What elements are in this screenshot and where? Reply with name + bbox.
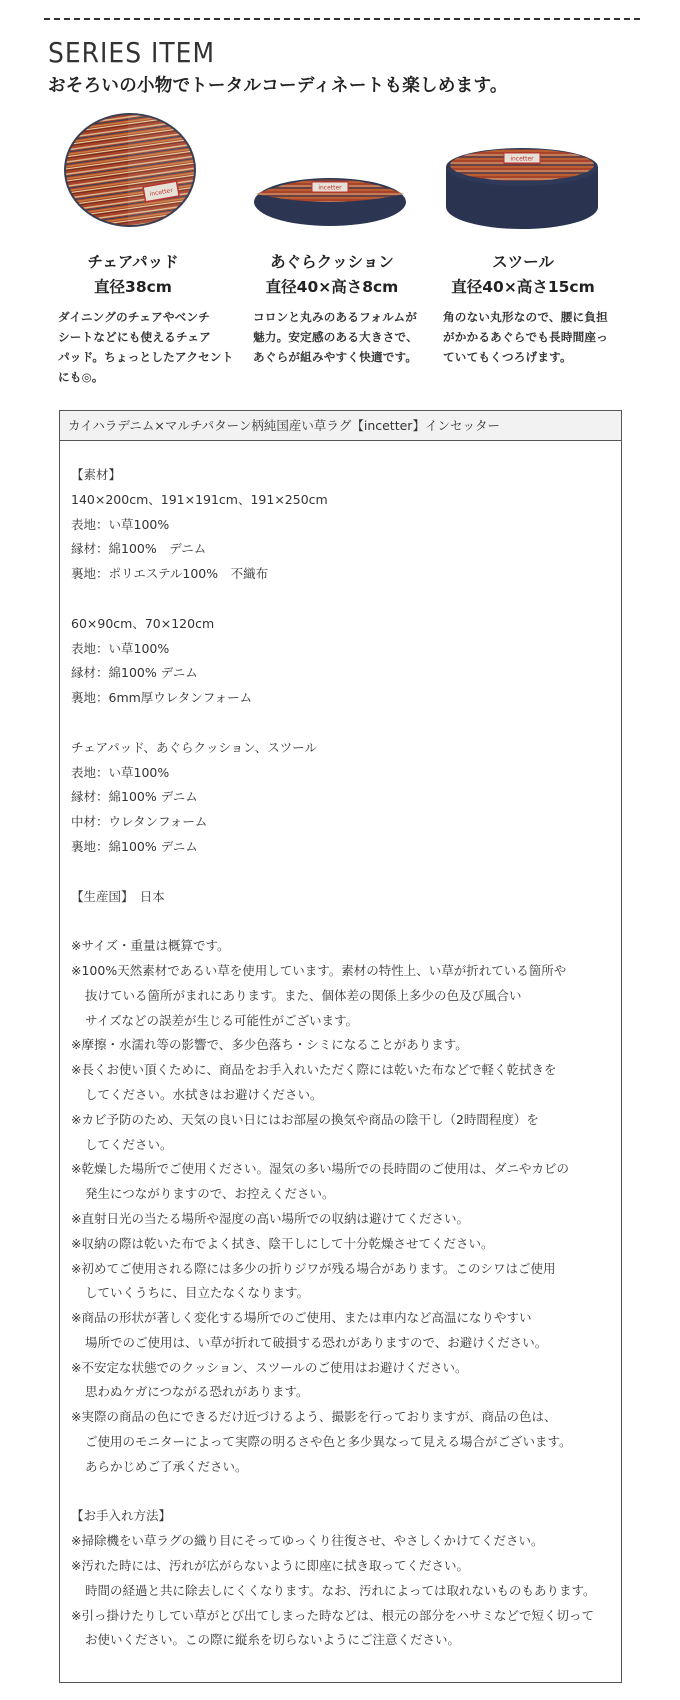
spec-line: あらかじめご了承ください。 [85,1458,248,1474]
agura-cushion-name [237,250,427,300]
spec-line: 場所でのご使用は、い草が折れて破損する恐れがありますので、お避けください。 [85,1334,548,1350]
spec-line: チェアパッド、あぐらクッション、スツール [71,739,318,755]
spec-line: 表地：い草100% [71,764,170,780]
spec-line: していくうちに、目立たなくなります。 [85,1285,310,1301]
spec-line: 表地：い草100% [71,516,170,532]
spec-line: 縁材：綿100% デニム [71,789,198,805]
spec-line: ※摩擦・水濡れ等の影響で、多少色落ち・シミになることがあります。 [71,1037,468,1053]
spec-line: ※カビ予防のため、天気の良い日にはお部屋の換気や商品の陰干し（2時間程度）を [71,1111,539,1127]
agura-cushion-title: あぐらクッション [270,253,394,271]
agura-cushion-image [250,160,410,230]
desc-line: 魅力。安定感のある大きさで、 [253,330,418,344]
spec-line [71,860,621,885]
chair-pad-name [38,250,228,300]
spec-line: ※直射日光の当たる場所や湿度の高い場所での収納は避けてください。 [71,1210,469,1226]
spec-line: ※100%天然素材であるい草を使用しています。素材の特性上、い草が折れている箇所や [71,962,567,978]
desc-line: 角のない丸形なので、腰に負担 [443,310,608,324]
spec-line [71,587,621,612]
stool-name [428,250,618,300]
chair-pad-description [58,307,243,387]
spec-line: 【素材】 [71,467,122,482]
desc-line: ダイニングのチェアやベンチ [58,310,211,324]
spec-line: ※引っ掛けたりしてい草がとび出てしまった時などは、根元の部分をハサミなどで短く切って [71,1607,594,1623]
spec-line: ご使用のモニターによって実際の明るさや色と多少異なって見える場合がございます。 [85,1434,572,1450]
spec-line: 縁材：綿100% デニム [71,541,207,557]
chair-pad-image [58,112,208,227]
spec-line: ※汚れた時には、汚れが広がらないように即座に拭き取ってください。 [71,1558,469,1574]
spec-line: 60×90cm、70×120cm [71,615,215,631]
chair-pad-title: チェアパッド [87,253,179,271]
desc-line: パッド。ちょっとしたアクセント [58,350,234,364]
stool-image [442,145,602,235]
spec-line: お使いください。この際に縦糸を切らないようにご注意ください。 [85,1632,461,1648]
stool-size: 直径40×高さ15cm [451,278,595,296]
spec-line: ※不安定な状態でのクッション、スツールのご使用はお避けください。 [71,1359,468,1375]
desc-line: コロンと丸みのあるフォルムが [253,310,418,324]
agura-cushion-description [253,307,438,367]
desc-line: あぐらが組みやすく快適です。 [253,350,418,364]
spec-line: ※商品の形状が著しく変化する場所でのご使用、または車内など高温になりやすい [71,1310,532,1326]
dashed-divider [44,18,640,20]
stool-description [443,307,628,367]
chair-pad-tag-label: incetter [149,187,174,198]
series-title: SERIES ITEM [48,36,216,69]
spec-line: 縁材：綿100% デニム [71,665,198,681]
spec-line: ※初めてご使用される際には多少の折りジワが残る場合があります。このシワはご使用 [71,1260,556,1276]
spec-line: 中材：ウレタンフォーム [71,814,208,830]
spec-line: 【生産国】 日本 [71,888,165,904]
desc-line: がかかるあぐらでも長時間座っ [443,330,608,344]
agura-cushion-size: 直径40×高さ8cm [265,278,399,296]
spec-line: ※長くお使い頂くために、商品をお手入れいただく際には乾いた布などで軽く乾拭きを [71,1062,557,1078]
series-subtitle: おそろいの小物でトータルコーディネートも楽しめます。 [48,76,508,96]
spec-line: 【お手入れ方法】 [71,1508,172,1524]
spec-line: 裏地：綿100% デニム [71,838,198,854]
spec-line: 裏地：ポリエステル100% 不織布 [71,566,269,582]
spec-table [59,410,622,1683]
desc-line: ていてもくつろげます。 [443,350,572,364]
spec-body [60,441,621,1653]
spec-header: カイハラデニム×マルチパターン柄純国産い草ラグ【incetter】インセッター [60,411,621,441]
chair-pad-size: 直径38cm [94,278,172,296]
desc-line: シートなどにも使えるチェア [58,330,211,344]
spec-line: 抜けている箇所がまれにあります。また、個体差の関係上多少の色及び風合い [85,987,522,1003]
spec-line: ※収納の際は乾いた布でよく拭き、陰干しにして十分乾燥させてください。 [71,1235,494,1251]
agura-tag-label: incetter [318,184,342,192]
spec-line: ※乾燥した場所でご使用ください。湿気の多い場所での長時間のご使用は、ダニやカビの [71,1161,569,1177]
stool-tag-label: incetter [510,155,534,163]
spec-line: ※掃除機をい草ラグの織り目にそってゆっくり往復させ、やさしくかけてください。 [71,1533,544,1549]
spec-line: 140×200cm、191×191cm、191×250cm [71,491,328,507]
spec-line [71,1480,621,1505]
spec-line: ※実際の商品の色にできるだけ近づけるよう、撮影を行っておりますが、商品の色は、 [71,1409,557,1425]
spec-line [71,909,621,934]
spec-line: サイズなどの誤差が生じる可能性がございます。 [85,1012,359,1028]
spec-line: 発生につながりますので、お控えください。 [85,1186,335,1202]
stool-title: スツール [492,253,554,271]
spec-line: してください。水拭きはお避けください。 [85,1086,323,1102]
spec-line: 思わぬケガにつながる恐れがあります。 [85,1384,309,1400]
desc-line: にも◎。 [58,370,104,384]
spec-line: 表地：い草100% [71,640,170,656]
spec-line [71,711,621,736]
spec-line: ※サイズ・重量は概算です。 [71,938,230,954]
spec-line: 裏地：6mm厚ウレタンフォーム [71,690,253,706]
spec-line: してください。 [85,1136,173,1152]
spec-line: 時間の経過と共に除去しにくくなります。なお、汚れによっては取れないものもあります。 [85,1582,596,1598]
